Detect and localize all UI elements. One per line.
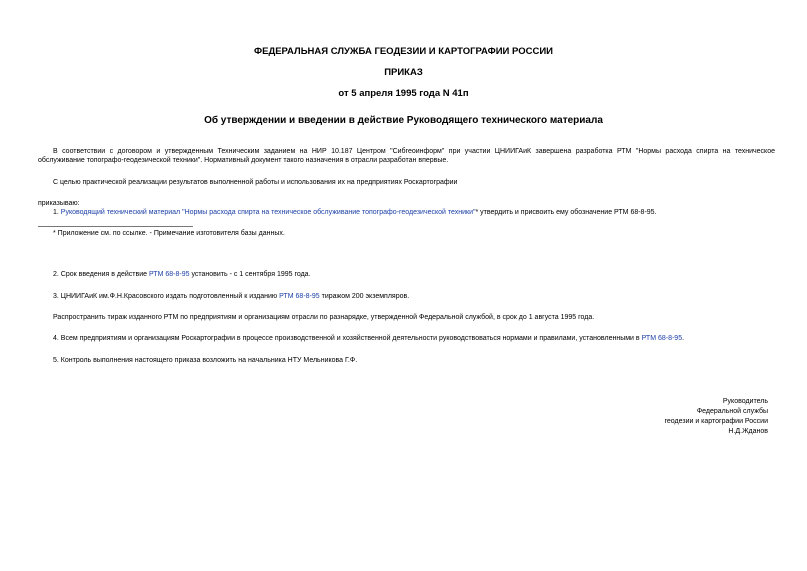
signature-agency-full: геодезии и картографии России xyxy=(664,418,768,425)
agency-heading: ФЕДЕРАЛЬНАЯ СЛУЖБА ГЕОДЕЗИИ И КАРТОГРАФИИ РОССИИ xyxy=(254,46,553,57)
signature-position: Руководитель xyxy=(722,398,768,405)
paragraph-1-line-1: В соответствии с договором и утвержденным Техническим заданием на НИР 10.187 Центром "Сибгеоинформ" при участии ЦНИИГАиК завершена разработка РТМ "Нормы расхода спирта на техническое xyxy=(53,148,775,155)
item-3-text: 3. ЦНИИГАиК им.Ф.Н.Красовского издать подготовленный к изданию xyxy=(53,293,280,300)
item-1 xyxy=(53,208,657,217)
rtm-link-item-3[interactable]: РТМ 68-8-95 xyxy=(279,293,320,300)
footnote-divider xyxy=(38,226,193,227)
item-1-number: 1. xyxy=(53,209,61,216)
item-2-text-end: установить - с 1 сентября 1995 года. xyxy=(189,271,311,278)
item-1-text: * утвердить и присвоить ему обозначение РТМ 68-8-95. xyxy=(475,209,657,216)
paragraph-2: С целью практической реализации результатов выполненной работы и использования их на предприятиях Роскартографии xyxy=(53,179,458,186)
item-2-text: 2. Срок введения в действие xyxy=(53,271,149,278)
document-title: Об утверждении и введении в действие Руководящего технического материала xyxy=(204,115,603,126)
distribution-paragraph: Распространить тираж изданного РТМ по предприятиям и организациям отрасли по разнарядке, утвержденной Федеральной службой, в срок до 1 августа 1995 года. xyxy=(53,314,595,321)
paragraph-1-line-2: обслуживание топографо-геодезической техники". Нормативный документ такого назначения в отрасли разработан впервые. xyxy=(38,157,449,164)
item-4-text-end: . xyxy=(682,335,685,342)
item-4 xyxy=(53,334,684,343)
signature-name: Н.Д.Жданов xyxy=(728,428,768,435)
rtm-link-item-4[interactable]: РТМ 68-8-95 xyxy=(641,335,683,342)
item-3 xyxy=(53,292,409,301)
item-5: 5. Контроль выполнения настоящего приказа возложить на начальника НТУ Мельникова Г.Ф. xyxy=(53,357,358,364)
item-3-text-end: тиражом 200 экземпляров. xyxy=(319,293,410,300)
date-number-heading: от 5 апреля 1995 года N 41п xyxy=(338,88,469,99)
rtm-document-link[interactable]: Руководящий технический материал "Нормы расхода спирта на техническое обслуживание топографо-геодезической техники" xyxy=(60,209,476,216)
footnote: * Приложение см. по ссылке. - Примечание изготовителя базы данных. xyxy=(53,230,285,237)
order-word: приказываю: xyxy=(38,200,80,207)
item-2 xyxy=(53,270,311,279)
document-type-heading: ПРИКАЗ xyxy=(384,67,423,78)
rtm-link-item-2[interactable]: РТМ 68-8-95 xyxy=(148,271,190,278)
signature-agency: Федеральной службы xyxy=(696,408,768,415)
item-4-text: 4. Всем предприятиям и организациям Роскартографии в процессе производственной и хозяйственной деятельности руководствоваться нормами и правилами, установленными в xyxy=(53,335,642,342)
